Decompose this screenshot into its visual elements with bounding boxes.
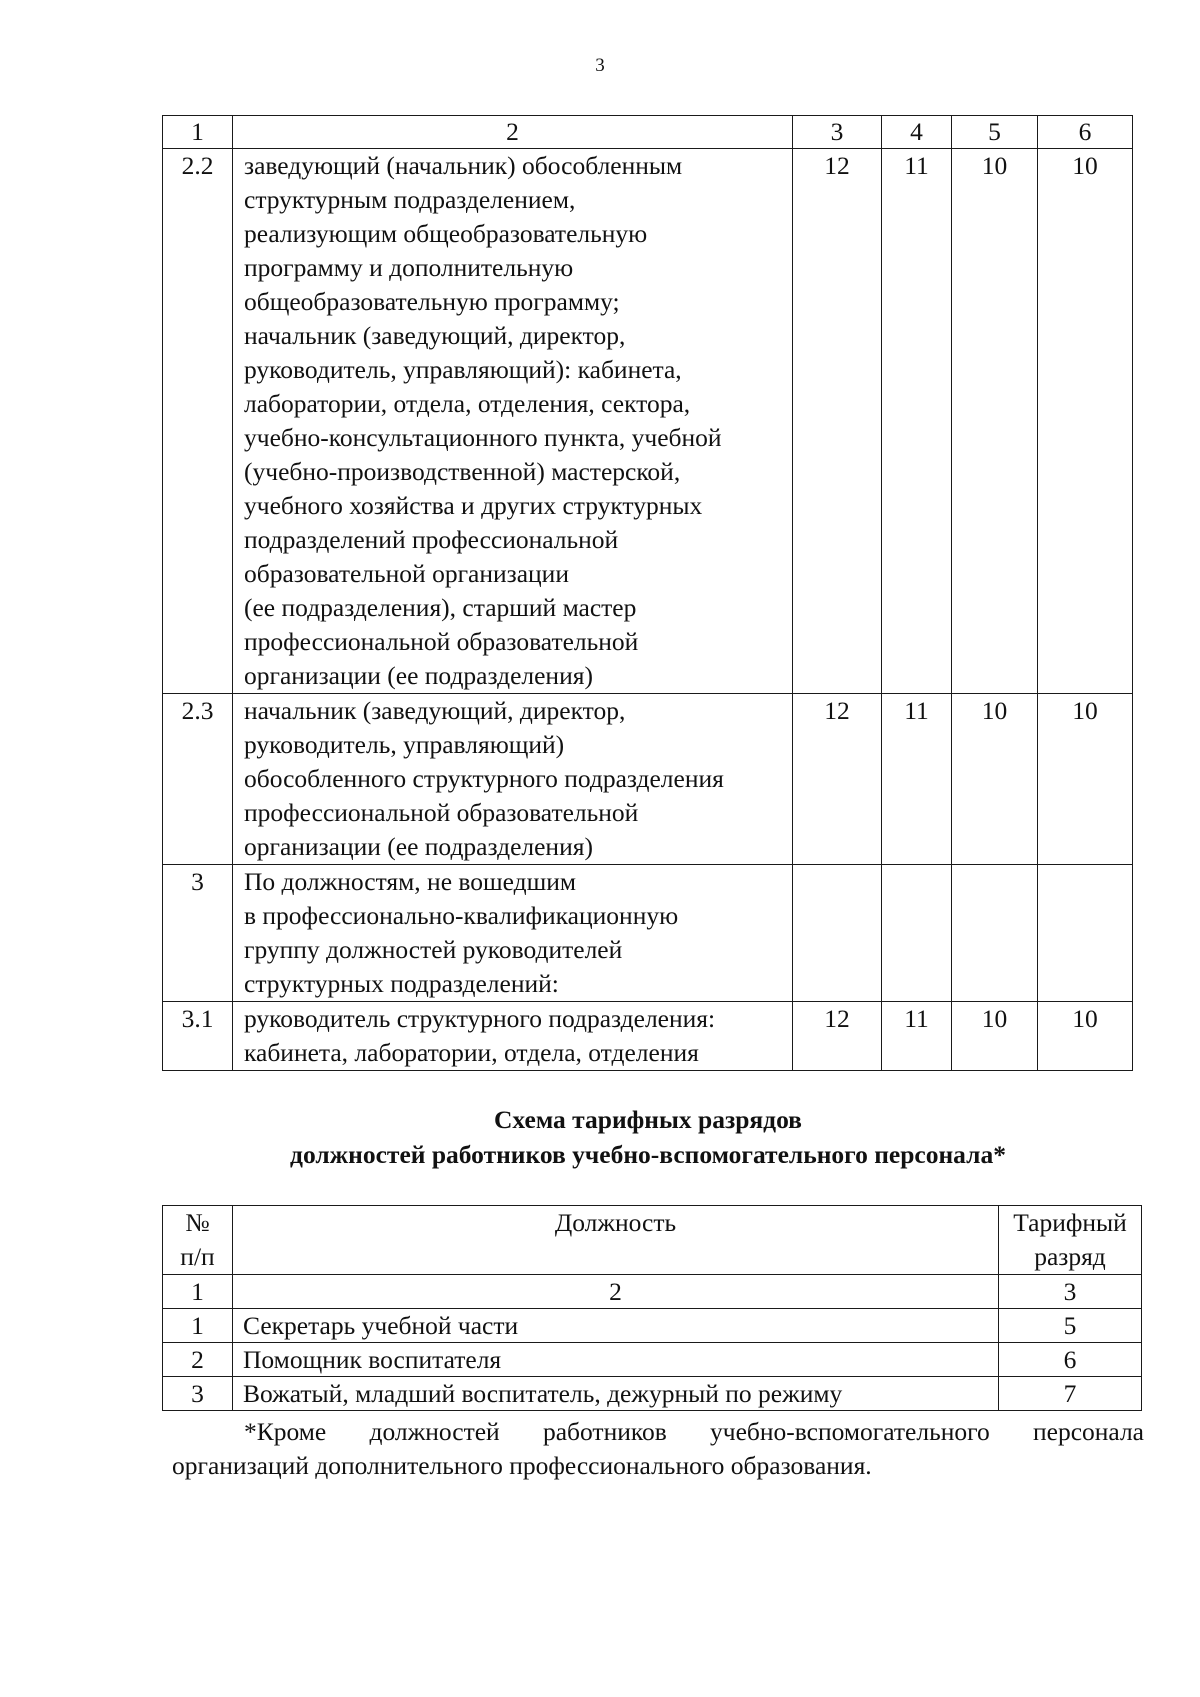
table-row bbox=[163, 1002, 1133, 1071]
header-cell: 2 bbox=[233, 116, 793, 149]
text-line: профессиональной образовательной bbox=[244, 627, 639, 656]
text-line: организации (ее подразделения) bbox=[244, 661, 593, 690]
value-cell bbox=[882, 865, 952, 1002]
index-cell: 3 bbox=[999, 1275, 1142, 1309]
value-cell: 11 bbox=[882, 149, 952, 694]
header-number-abbr: п/п bbox=[180, 1242, 215, 1271]
value-cell: 12 bbox=[793, 694, 882, 865]
header-cell: 5 bbox=[952, 116, 1038, 149]
position-description bbox=[233, 1002, 793, 1071]
position-name: Вожатый, младший воспитатель, дежурный по режиму bbox=[233, 1377, 999, 1411]
text-line: обособленного структурного подразделения bbox=[244, 764, 724, 793]
table-header-row bbox=[163, 116, 1133, 149]
row-number: 3 bbox=[163, 1377, 233, 1411]
tariff-grades-table bbox=[162, 1205, 1142, 1411]
value-cell: 10 bbox=[952, 1002, 1038, 1071]
text-line: руководитель, управляющий) bbox=[244, 730, 565, 759]
row-number: 2.2 bbox=[163, 149, 233, 694]
text-line: в профессионально-квалификационную bbox=[244, 901, 679, 930]
value-cell bbox=[793, 865, 882, 1002]
value-cell: 10 bbox=[952, 694, 1038, 865]
header-cell: 1 bbox=[163, 116, 233, 149]
header-cell: 4 bbox=[882, 116, 952, 149]
page-number: 3 bbox=[595, 55, 605, 76]
text-line: группу должностей руководителей bbox=[244, 935, 623, 964]
table-row bbox=[163, 1343, 1142, 1377]
text-line: лаборатории, отдела, отделения, сектора, bbox=[244, 389, 691, 418]
text-line: По должностям, не вошедшим bbox=[244, 867, 577, 896]
position-description bbox=[233, 865, 793, 1002]
footnote-line: организаций дополнительного профессионального образования. bbox=[172, 1451, 872, 1480]
text-line: программу и дополнительную bbox=[244, 253, 574, 282]
value-cell: 12 bbox=[793, 149, 882, 694]
tariff-grade: 6 bbox=[999, 1343, 1142, 1377]
header-number-cell bbox=[163, 1206, 233, 1275]
value-cell: 12 bbox=[793, 1002, 882, 1071]
header-cell: 6 bbox=[1038, 116, 1133, 149]
position-description bbox=[233, 694, 793, 865]
text-line: руководитель структурного подразделения: bbox=[244, 1004, 716, 1033]
text-line: организации (ее подразделения) bbox=[244, 832, 593, 861]
text-line: руководитель, управляющий): кабинета, bbox=[244, 355, 682, 384]
value-cell bbox=[1038, 865, 1133, 1002]
positions-table bbox=[162, 115, 1133, 1071]
text-line: структурным подразделением, bbox=[244, 185, 576, 214]
text-line: учебно-консультационного пункта, учебной bbox=[244, 423, 722, 452]
text-line: кабинета, лаборатории, отдела, отделения bbox=[244, 1038, 699, 1067]
text-line: общеобразовательную программу; bbox=[244, 287, 620, 316]
header-number-symbol: № bbox=[185, 1208, 210, 1237]
tariff-grade: 5 bbox=[999, 1309, 1142, 1343]
text-line: (ее подразделения), старший мастер bbox=[244, 593, 637, 622]
text-line: (учебно-производственной) мастерской, bbox=[244, 457, 681, 486]
header-grade-line: разряд bbox=[1034, 1242, 1106, 1271]
text-line: учебного хозяйства и других структурных bbox=[244, 491, 703, 520]
value-cell: 10 bbox=[1038, 694, 1133, 865]
header-cell: 3 bbox=[793, 116, 882, 149]
text-line: начальник (заведующий, директор, bbox=[244, 696, 626, 725]
text-line: профессиональной образовательной bbox=[244, 798, 639, 827]
table-row bbox=[163, 865, 1133, 1002]
row-number: 2.3 bbox=[163, 694, 233, 865]
table-row bbox=[163, 1309, 1142, 1343]
position-name: Секретарь учебной части bbox=[233, 1309, 999, 1343]
index-cell: 2 bbox=[233, 1275, 999, 1309]
text-line: образовательной организации bbox=[244, 559, 569, 588]
footnote-line: *Кроме должностей работников учебно-вспомогательного персонала bbox=[244, 1417, 1144, 1446]
value-cell: 10 bbox=[952, 149, 1038, 694]
row-number: 1 bbox=[163, 1309, 233, 1343]
row-number: 2 bbox=[163, 1343, 233, 1377]
value-cell: 11 bbox=[882, 694, 952, 865]
position-name: Помощник воспитателя bbox=[233, 1343, 999, 1377]
index-cell: 1 bbox=[163, 1275, 233, 1309]
table-row bbox=[163, 1377, 1142, 1411]
header-grade-cell bbox=[999, 1206, 1142, 1275]
table-header-row bbox=[163, 1206, 1142, 1275]
value-cell: 10 bbox=[1038, 149, 1133, 694]
footnote bbox=[172, 1415, 1144, 1483]
text-line: подразделений профессиональной bbox=[244, 525, 619, 554]
text-line: структурных подразделений: bbox=[244, 969, 559, 998]
text-line: заведующий (начальник) обособленным bbox=[244, 151, 683, 180]
table-row bbox=[163, 149, 1133, 694]
row-number: 3 bbox=[163, 865, 233, 1002]
value-cell: 10 bbox=[1038, 1002, 1133, 1071]
tariff-grade: 7 bbox=[999, 1377, 1142, 1411]
table-index-row bbox=[163, 1275, 1142, 1309]
table-row bbox=[163, 694, 1133, 865]
text-line: реализующим общеобразовательную bbox=[244, 219, 648, 248]
text-line: начальник (заведующий, директор, bbox=[244, 321, 626, 350]
position-description bbox=[233, 149, 793, 694]
value-cell bbox=[952, 865, 1038, 1002]
value-cell: 11 bbox=[882, 1002, 952, 1071]
schema-title: Схема тарифных разрядов bbox=[494, 1105, 802, 1134]
header-position-cell: Должность bbox=[233, 1206, 999, 1275]
row-number: 3.1 bbox=[163, 1002, 233, 1071]
schema-subtitle: должностей работников учебно-вспомогательного персонала* bbox=[290, 1140, 1006, 1169]
header-grade-line: Тарифный bbox=[1013, 1208, 1127, 1237]
